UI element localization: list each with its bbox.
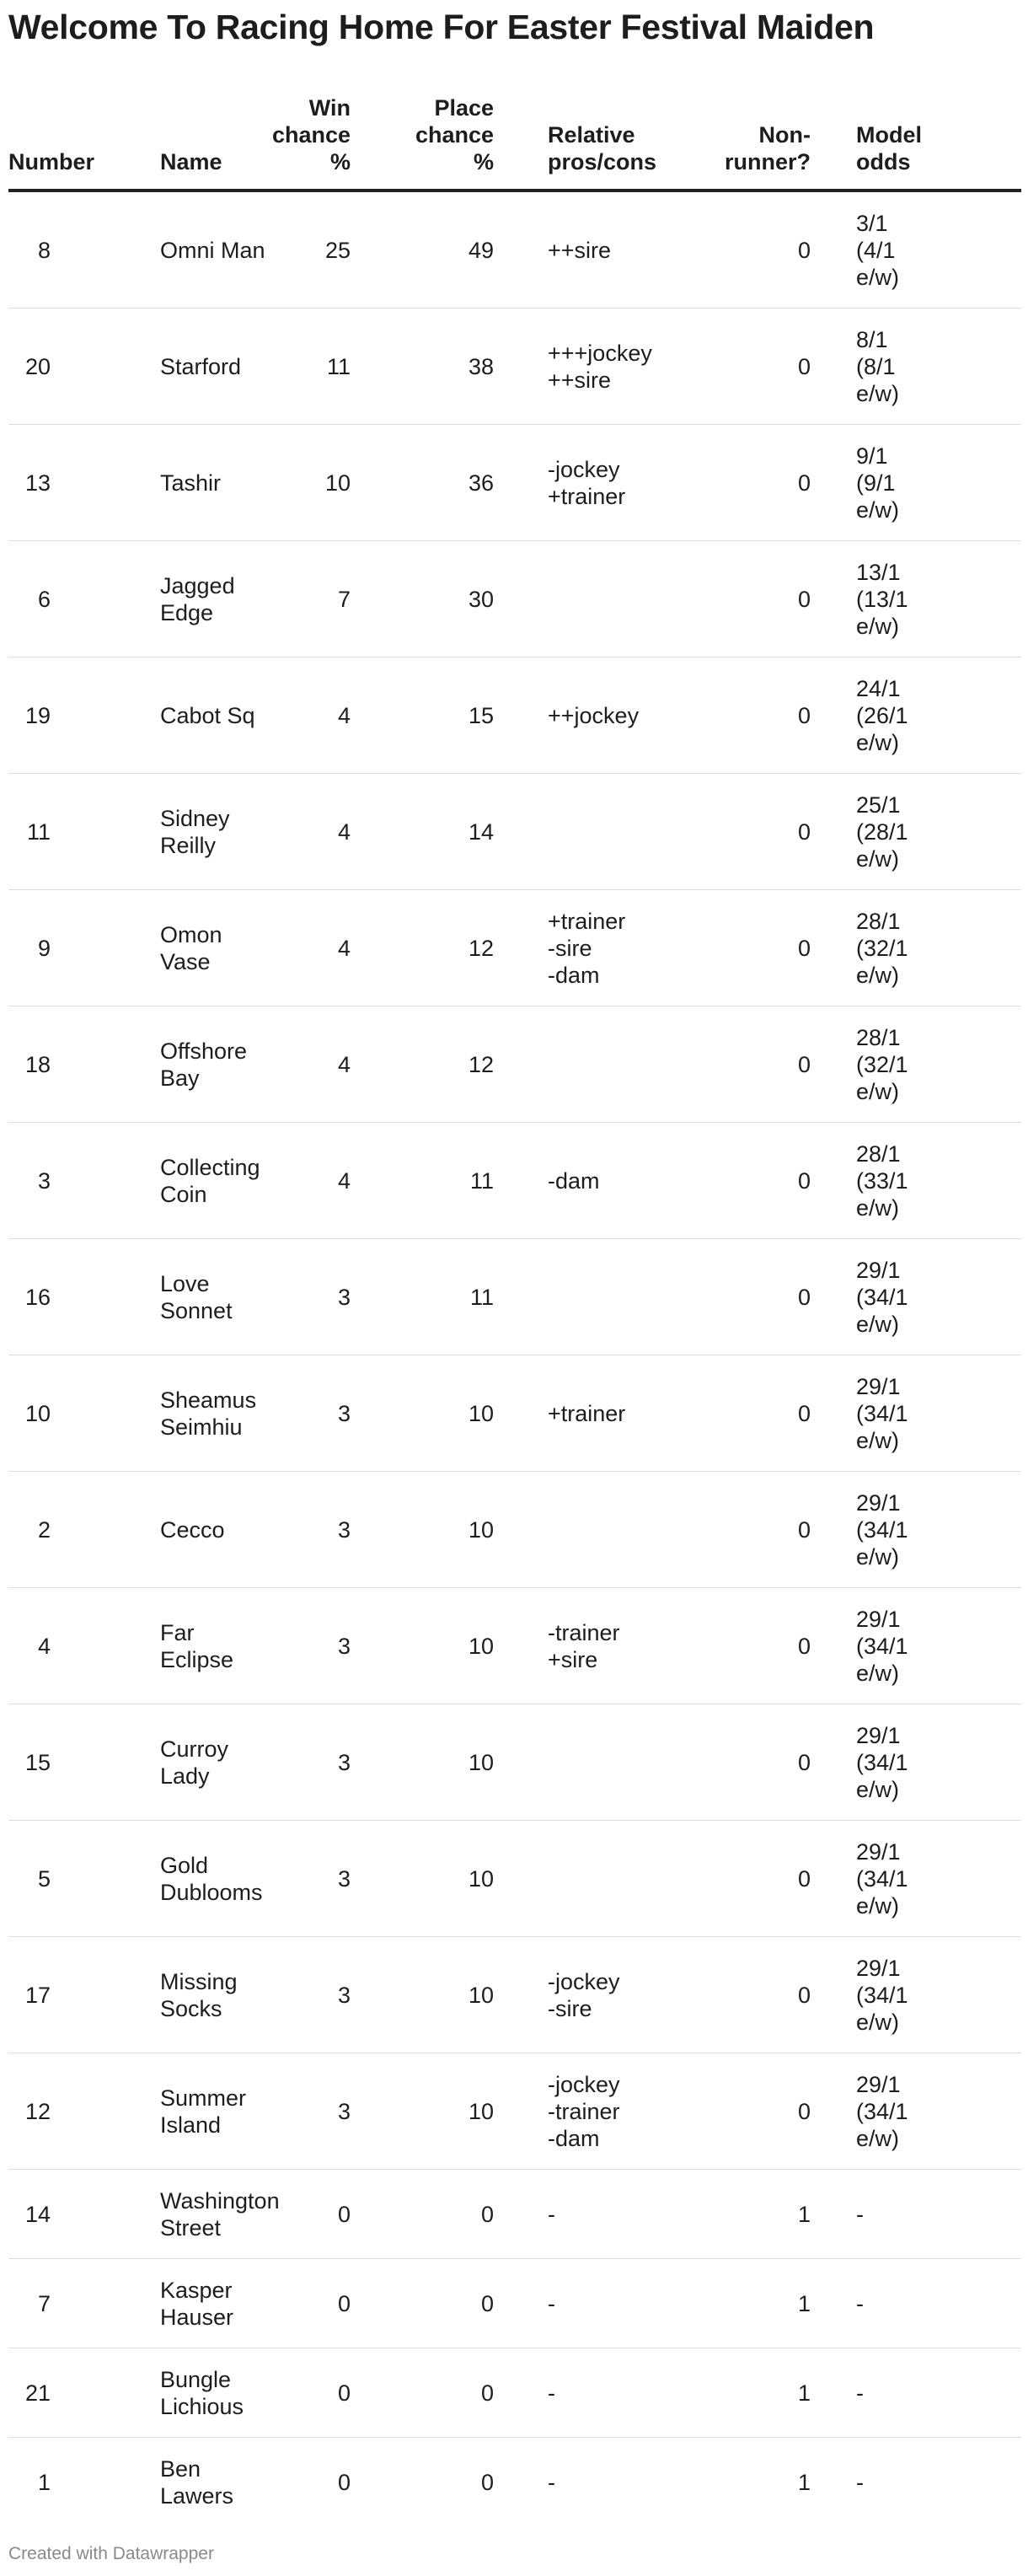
odds-line: e/w) bbox=[856, 1776, 900, 1802]
table-row bbox=[8, 1239, 1021, 1355]
odds-line: (34/1 bbox=[856, 2098, 908, 2124]
cell-model-odds bbox=[811, 425, 1021, 541]
table-row bbox=[8, 1472, 1021, 1588]
odds-line: e/w) bbox=[856, 496, 900, 523]
horse-name: Cabot Sq bbox=[160, 702, 255, 728]
odds-line: (32/1 bbox=[856, 1051, 908, 1077]
cell-win-chance: 4 bbox=[217, 1123, 351, 1239]
table-row bbox=[8, 309, 1021, 425]
cell-pros-cons bbox=[494, 2170, 635, 2259]
pros-cons-line: -trainer bbox=[548, 1619, 620, 1645]
cell-non-runner: 1 bbox=[635, 2170, 811, 2259]
table-row bbox=[8, 774, 1021, 890]
table-row bbox=[8, 2438, 1021, 2527]
cell-number: 20 bbox=[8, 309, 103, 425]
odds-line: 29/1 bbox=[856, 1373, 901, 1399]
cell-place-chance: 11 bbox=[351, 1123, 494, 1239]
cell-number: 13 bbox=[8, 425, 103, 541]
cell-model-odds bbox=[811, 2053, 1021, 2170]
cell-name bbox=[103, 541, 235, 657]
cell-win-chance: 0 bbox=[217, 2259, 351, 2348]
odds-line: 28/1 bbox=[856, 1024, 901, 1050]
cell-pros-cons bbox=[494, 2259, 635, 2348]
odds-line: (8/1 bbox=[856, 353, 896, 379]
horse-name: Love Sonnet bbox=[160, 1270, 233, 1323]
table-row bbox=[8, 2348, 1021, 2438]
cell-number: 17 bbox=[8, 1937, 103, 2053]
horse-name: Tashir bbox=[160, 470, 222, 496]
cell-model-odds bbox=[811, 1704, 1021, 1821]
odds-line: (9/1 bbox=[856, 470, 896, 496]
cell-win-chance: 0 bbox=[217, 2348, 351, 2438]
chart-title: Welcome To Racing Home For Easter Festival Maiden bbox=[8, 8, 875, 46]
pros-cons-line: -jockey bbox=[548, 1968, 620, 1994]
cell-win-chance: 3 bbox=[217, 1472, 351, 1588]
horse-name: Missing Socks bbox=[160, 1968, 238, 2021]
cell-number: 15 bbox=[8, 1704, 103, 1821]
horse-name: Starford bbox=[160, 353, 242, 379]
horse-name: Curroy Lady bbox=[160, 1736, 229, 1789]
odds-line: e/w) bbox=[856, 1892, 900, 1919]
pros-cons-line: -jockey bbox=[548, 2071, 620, 2097]
footer-credit: Created with Datawrapper bbox=[8, 2544, 214, 2563]
cell-non-runner: 0 bbox=[635, 890, 811, 1006]
horse-name: Gold Dublooms bbox=[160, 1852, 263, 1905]
odds-line: 13/1 bbox=[856, 559, 901, 585]
cell-win-chance: 3 bbox=[217, 1588, 351, 1704]
odds-line: e/w) bbox=[856, 380, 900, 406]
cell-pros-cons bbox=[494, 774, 635, 890]
odds-line: - bbox=[856, 2290, 864, 2316]
odds-line: - bbox=[856, 2380, 864, 2406]
pros-cons-line: -dam bbox=[548, 2125, 600, 2151]
cell-number: 8 bbox=[8, 191, 103, 309]
header-win-chance: Win chance % bbox=[217, 94, 351, 191]
cell-pros-cons bbox=[494, 1937, 635, 2053]
cell-pros-cons bbox=[494, 2348, 635, 2438]
cell-pros-cons bbox=[494, 1355, 635, 1472]
header-number: Number bbox=[8, 94, 103, 191]
cell-number: 19 bbox=[8, 657, 103, 774]
header-name: Name bbox=[103, 94, 217, 191]
cell-win-chance: 3 bbox=[217, 2053, 351, 2170]
cell-pros-cons bbox=[494, 1123, 635, 1239]
cell-win-chance: 11 bbox=[217, 309, 351, 425]
odds-line: 24/1 bbox=[856, 675, 901, 701]
cell-model-odds bbox=[811, 541, 1021, 657]
cell-name bbox=[103, 1239, 233, 1355]
cell-number: 14 bbox=[8, 2170, 103, 2259]
cell-model-odds bbox=[811, 1239, 1021, 1355]
cell-name bbox=[103, 2053, 247, 2170]
cell-number: 5 bbox=[8, 1821, 103, 1937]
pros-cons-line: -sire bbox=[548, 1995, 592, 2021]
horse-name: Cecco bbox=[160, 1516, 225, 1543]
cell-number: 4 bbox=[8, 1588, 103, 1704]
odds-line: 29/1 bbox=[856, 1955, 901, 1981]
pros-cons-line: -dam bbox=[548, 1167, 600, 1194]
odds-line: - bbox=[856, 2469, 864, 2495]
odds-line: e/w) bbox=[856, 613, 900, 639]
odds-line: e/w) bbox=[856, 962, 900, 988]
odds-line: (34/1 bbox=[856, 1400, 908, 1426]
table-row bbox=[8, 2170, 1021, 2259]
cell-win-chance: 4 bbox=[217, 1006, 351, 1123]
cell-win-chance: 0 bbox=[337, 2469, 351, 2495]
odds-line: e/w) bbox=[856, 264, 900, 290]
pros-cons-line: +sire bbox=[548, 1646, 598, 1672]
cell-place-chance: 10 bbox=[351, 1588, 494, 1704]
cell-non-runner: 0 bbox=[635, 2053, 811, 2170]
cell-name bbox=[103, 657, 255, 774]
horse-name: Bungle Lichious bbox=[160, 2366, 244, 2419]
cell-win-chance: 3 bbox=[217, 1704, 351, 1821]
odds-line: e/w) bbox=[856, 1543, 900, 1570]
horse-name: Sidney Reilly bbox=[160, 805, 230, 858]
pros-cons-line: -jockey bbox=[548, 456, 620, 482]
pros-cons-line: -dam bbox=[548, 962, 600, 988]
pros-cons-line: -trainer bbox=[548, 2098, 620, 2124]
horse-name: Omon Vase bbox=[160, 921, 222, 974]
cell-pros-cons bbox=[494, 1006, 635, 1123]
horse-name: Ben Lawers bbox=[160, 2455, 234, 2509]
cell-non-runner: 0 bbox=[635, 541, 811, 657]
header-non-runner: Non-runner? bbox=[635, 94, 811, 191]
cell-model-odds bbox=[811, 1006, 1021, 1123]
table-row bbox=[8, 1123, 1021, 1239]
cell-non-runner: 0 bbox=[635, 191, 811, 309]
cell-place-chance: 0 bbox=[351, 2259, 494, 2348]
cell-win-chance: 4 bbox=[217, 657, 351, 774]
cell-name bbox=[103, 2259, 234, 2348]
cell-pros-cons bbox=[494, 425, 635, 541]
odds-line: 25/1 bbox=[856, 792, 901, 818]
cell-number: 11 bbox=[8, 774, 103, 890]
odds-line: (34/1 bbox=[856, 1284, 908, 1310]
table-row bbox=[8, 1821, 1021, 1937]
cell-place-chance: 38 bbox=[351, 309, 494, 425]
cell-model-odds bbox=[811, 2170, 1021, 2259]
cell-non-runner: 0 bbox=[635, 309, 811, 425]
table-row bbox=[8, 1937, 1021, 2053]
odds-line: 29/1 bbox=[856, 1606, 901, 1632]
pros-cons-line: ++sire bbox=[548, 237, 612, 263]
cell-number: 7 bbox=[8, 2259, 103, 2348]
pros-cons-line: - bbox=[548, 2290, 555, 2316]
cell-win-chance: 4 bbox=[217, 774, 351, 890]
horse-name: Kasper Hauser bbox=[160, 2277, 234, 2330]
cell-place-chance: 0 bbox=[351, 2348, 494, 2438]
cell-win-chance: 3 bbox=[217, 1355, 351, 1472]
odds-line: 29/1 bbox=[856, 1489, 901, 1516]
cell-pros-cons bbox=[494, 1588, 635, 1704]
cell-place-chance: 36 bbox=[351, 425, 494, 541]
table-row bbox=[8, 1588, 1021, 1704]
odds-line: e/w) bbox=[856, 2009, 900, 2035]
odds-line: (26/1 bbox=[856, 702, 908, 728]
odds-line: (34/1 bbox=[856, 1865, 908, 1892]
cell-place-chance: 11 bbox=[351, 1239, 494, 1355]
cell-name bbox=[103, 1937, 238, 2053]
odds-line: (34/1 bbox=[856, 1749, 908, 1775]
cell-model-odds bbox=[811, 191, 1021, 309]
odds-line: e/w) bbox=[856, 2125, 900, 2151]
cell-place-chance: 14 bbox=[351, 774, 494, 890]
cell-place-chance: 15 bbox=[351, 657, 494, 774]
cell-name bbox=[103, 1006, 248, 1123]
cell-model-odds bbox=[811, 1472, 1021, 1588]
cell-place-chance: 0 bbox=[480, 2469, 494, 2495]
cell-number: 2 bbox=[8, 1472, 103, 1588]
odds-line: 29/1 bbox=[856, 2071, 901, 2097]
table-row bbox=[8, 541, 1021, 657]
cell-number: 21 bbox=[8, 2348, 103, 2438]
table-row bbox=[8, 2053, 1021, 2170]
table-row bbox=[8, 425, 1021, 541]
cell-name bbox=[103, 2170, 280, 2259]
cell-pros-cons bbox=[494, 1821, 635, 1937]
pros-cons-line: ++jockey bbox=[548, 702, 640, 728]
cell-model-odds bbox=[811, 2348, 1021, 2438]
horse-name: Jagged Edge bbox=[160, 572, 235, 625]
cell-pros-cons bbox=[494, 1704, 635, 1821]
cell-win-chance: 0 bbox=[217, 2170, 351, 2259]
header-model-odds: Model odds bbox=[811, 94, 1021, 191]
cell-name bbox=[103, 309, 242, 425]
odds-line: 9/1 bbox=[856, 443, 888, 469]
table-row bbox=[8, 2259, 1021, 2348]
odds-line: e/w) bbox=[856, 1427, 900, 1453]
odds-line: (33/1 bbox=[856, 1167, 908, 1194]
cell-place-chance: 10 bbox=[351, 1937, 494, 2053]
pros-cons-line: - bbox=[548, 2469, 555, 2495]
horse-name: Collecting Coin bbox=[160, 1154, 260, 1207]
horse-name: Omni Man bbox=[160, 237, 265, 263]
cell-pros-cons bbox=[494, 1472, 635, 1588]
odds-line: (4/1 bbox=[856, 237, 896, 263]
cell-win-chance: 3 bbox=[217, 1239, 351, 1355]
odds-line: 8/1 bbox=[856, 326, 888, 352]
cell-place-chance: 12 bbox=[351, 1006, 494, 1123]
cell-model-odds bbox=[811, 657, 1021, 774]
horse-name: Far Eclipse bbox=[160, 1619, 234, 1672]
cell-name bbox=[103, 1123, 260, 1239]
cell-name bbox=[103, 890, 222, 1006]
cell-name bbox=[103, 425, 222, 541]
cell-model-odds bbox=[811, 309, 1021, 425]
odds-line: (34/1 bbox=[856, 1516, 908, 1543]
cell-name bbox=[103, 191, 265, 309]
odds-line: e/w) bbox=[856, 1311, 900, 1337]
cell-non-runner: 0 bbox=[635, 657, 811, 774]
cell-place-chance: 10 bbox=[351, 1355, 494, 1472]
header-row bbox=[8, 94, 1021, 191]
cell-name bbox=[103, 1472, 225, 1588]
pros-cons-line: -sire bbox=[548, 935, 592, 961]
cell-name bbox=[103, 1355, 257, 1472]
cell-non-runner: 0 bbox=[635, 1588, 811, 1704]
cell-name bbox=[103, 1704, 229, 1821]
table-row bbox=[8, 191, 1021, 309]
cell-win-chance: 3 bbox=[217, 1937, 351, 2053]
pros-cons-line: ++sire bbox=[548, 367, 612, 393]
odds-line: 29/1 bbox=[856, 1722, 901, 1748]
cell-place-chance: 10 bbox=[351, 2053, 494, 2170]
pros-cons-line: - bbox=[548, 2380, 555, 2406]
cell-non-runner: 0 bbox=[635, 1123, 811, 1239]
odds-line: 28/1 bbox=[856, 908, 901, 934]
cell-place-chance: 10 bbox=[351, 1704, 494, 1821]
pros-cons-line: - bbox=[548, 2201, 555, 2227]
table-row bbox=[8, 890, 1021, 1006]
cell-name bbox=[103, 774, 230, 890]
cell-non-runner: 0 bbox=[635, 425, 811, 541]
cell-non-runner: 1 bbox=[797, 2469, 811, 2495]
cell-number: 16 bbox=[8, 1239, 103, 1355]
table-row bbox=[8, 1355, 1021, 1472]
cell-name bbox=[103, 1821, 263, 1937]
table-row bbox=[8, 1006, 1021, 1123]
odds-line: e/w) bbox=[856, 1078, 900, 1104]
odds-line: 28/1 bbox=[856, 1140, 901, 1167]
cell-number: 10 bbox=[8, 1355, 103, 1472]
cell-place-chance: 10 bbox=[351, 1472, 494, 1588]
cell-number: 12 bbox=[8, 2053, 103, 2170]
cell-number: 6 bbox=[8, 541, 103, 657]
cell-number: 3 bbox=[8, 1123, 103, 1239]
cell-model-odds bbox=[811, 1588, 1021, 1704]
cell-pros-cons bbox=[494, 657, 640, 774]
cell-non-runner: 1 bbox=[635, 2259, 811, 2348]
cell-model-odds bbox=[811, 1821, 1021, 1937]
cell-non-runner: 0 bbox=[635, 1937, 811, 2053]
cell-win-chance: 4 bbox=[217, 890, 351, 1006]
pros-cons-line: +trainer bbox=[548, 908, 626, 934]
odds-line: e/w) bbox=[856, 845, 900, 872]
odds-line: (28/1 bbox=[856, 818, 908, 845]
horse-name: Offshore Bay bbox=[160, 1038, 248, 1091]
cell-place-chance: 30 bbox=[351, 541, 494, 657]
pros-cons-line: +trainer bbox=[548, 1400, 626, 1426]
odds-line: 29/1 bbox=[856, 1257, 901, 1283]
odds-line: e/w) bbox=[856, 729, 900, 755]
odds-line: 29/1 bbox=[856, 1838, 901, 1865]
cell-name bbox=[103, 2348, 244, 2438]
table-row bbox=[8, 657, 1021, 774]
cell-model-odds bbox=[811, 774, 1021, 890]
cell-non-runner: 0 bbox=[635, 1239, 811, 1355]
cell-win-chance: 25 bbox=[217, 191, 351, 309]
table-body bbox=[8, 191, 1021, 2526]
cell-place-chance: 0 bbox=[351, 2170, 494, 2259]
cell-place-chance: 10 bbox=[351, 1821, 494, 1937]
odds-line: (13/1 bbox=[856, 586, 908, 612]
cell-non-runner: 0 bbox=[635, 1472, 811, 1588]
cell-place-chance: 49 bbox=[351, 191, 494, 309]
cell-non-runner: 0 bbox=[635, 1704, 811, 1821]
odds-line: e/w) bbox=[856, 1660, 900, 1686]
odds-line: - bbox=[856, 2201, 864, 2227]
cell-win-chance: 10 bbox=[217, 425, 351, 541]
cell-non-runner: 1 bbox=[635, 2348, 811, 2438]
odds-line: (32/1 bbox=[856, 935, 908, 961]
cell-pros-cons bbox=[494, 541, 635, 657]
cell-model-odds bbox=[811, 1123, 1021, 1239]
cell-non-runner: 0 bbox=[635, 1821, 811, 1937]
cell-non-runner: 0 bbox=[635, 1355, 811, 1472]
cell-name bbox=[103, 1588, 234, 1704]
race-table bbox=[8, 94, 1021, 2526]
horse-name: Sheamus Seimhiu bbox=[160, 1387, 257, 1440]
odds-line: e/w) bbox=[856, 1194, 900, 1221]
header-place-chance: Place chance % bbox=[351, 94, 494, 191]
cell-pros-cons bbox=[494, 2053, 635, 2170]
cell-non-runner: 0 bbox=[635, 774, 811, 890]
odds-line: (34/1 bbox=[856, 1633, 908, 1659]
cell-pros-cons bbox=[494, 2438, 635, 2527]
cell-pros-cons bbox=[494, 191, 635, 309]
cell-model-odds bbox=[811, 890, 1021, 1006]
pros-cons-line: +trainer bbox=[548, 483, 626, 509]
horse-name: Washington Street bbox=[160, 2187, 280, 2241]
cell-place-chance: 12 bbox=[351, 890, 494, 1006]
cell-win-chance: 3 bbox=[217, 1821, 351, 1937]
horse-name: Summer Island bbox=[160, 2085, 247, 2138]
cell-pros-cons bbox=[494, 309, 652, 425]
cell-model-odds bbox=[811, 1937, 1021, 2053]
cell-win-chance: 7 bbox=[217, 541, 351, 657]
cell-number: 9 bbox=[8, 890, 103, 1006]
cell-pros-cons bbox=[494, 890, 635, 1006]
pros-cons-line: +++jockey bbox=[548, 340, 652, 366]
table-row bbox=[8, 1704, 1021, 1821]
cell-number: 18 bbox=[8, 1006, 103, 1123]
cell-name bbox=[103, 2438, 234, 2527]
cell-model-odds bbox=[811, 2438, 1021, 2527]
header-pros-cons: Relative pros/cons bbox=[494, 94, 635, 191]
cell-model-odds bbox=[811, 1355, 1021, 1472]
cell-non-runner: 0 bbox=[635, 1006, 811, 1123]
cell-number: 1 bbox=[37, 2469, 51, 2495]
odds-line: 3/1 bbox=[856, 210, 888, 236]
cell-model-odds bbox=[811, 2259, 1021, 2348]
cell-pros-cons bbox=[494, 1239, 635, 1355]
odds-line: (34/1 bbox=[856, 1982, 908, 2008]
